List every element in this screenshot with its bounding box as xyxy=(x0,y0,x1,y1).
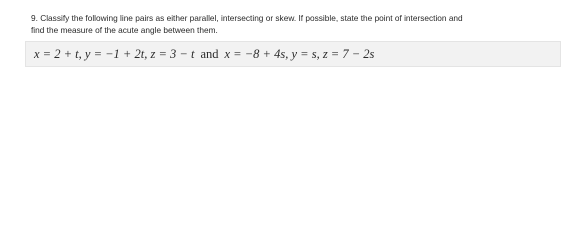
line-b-equation: x = −8 + 4s, y = s, z = 7 − 2s xyxy=(224,47,375,61)
line-a-equation: x = 2 + t, y = −1 + 2t, z = 3 − t xyxy=(34,47,195,61)
question-line-1: 9. Classify the following line pairs as either parallel, intersecting or skew. If possible, state the point of intersection and xyxy=(31,13,463,23)
question-text xyxy=(31,12,576,36)
conjunction-and: and xyxy=(200,47,219,61)
line-equations xyxy=(34,47,374,61)
equation-box xyxy=(25,41,561,67)
question-line-2: find the measure of the acute angle between them. xyxy=(31,25,218,35)
